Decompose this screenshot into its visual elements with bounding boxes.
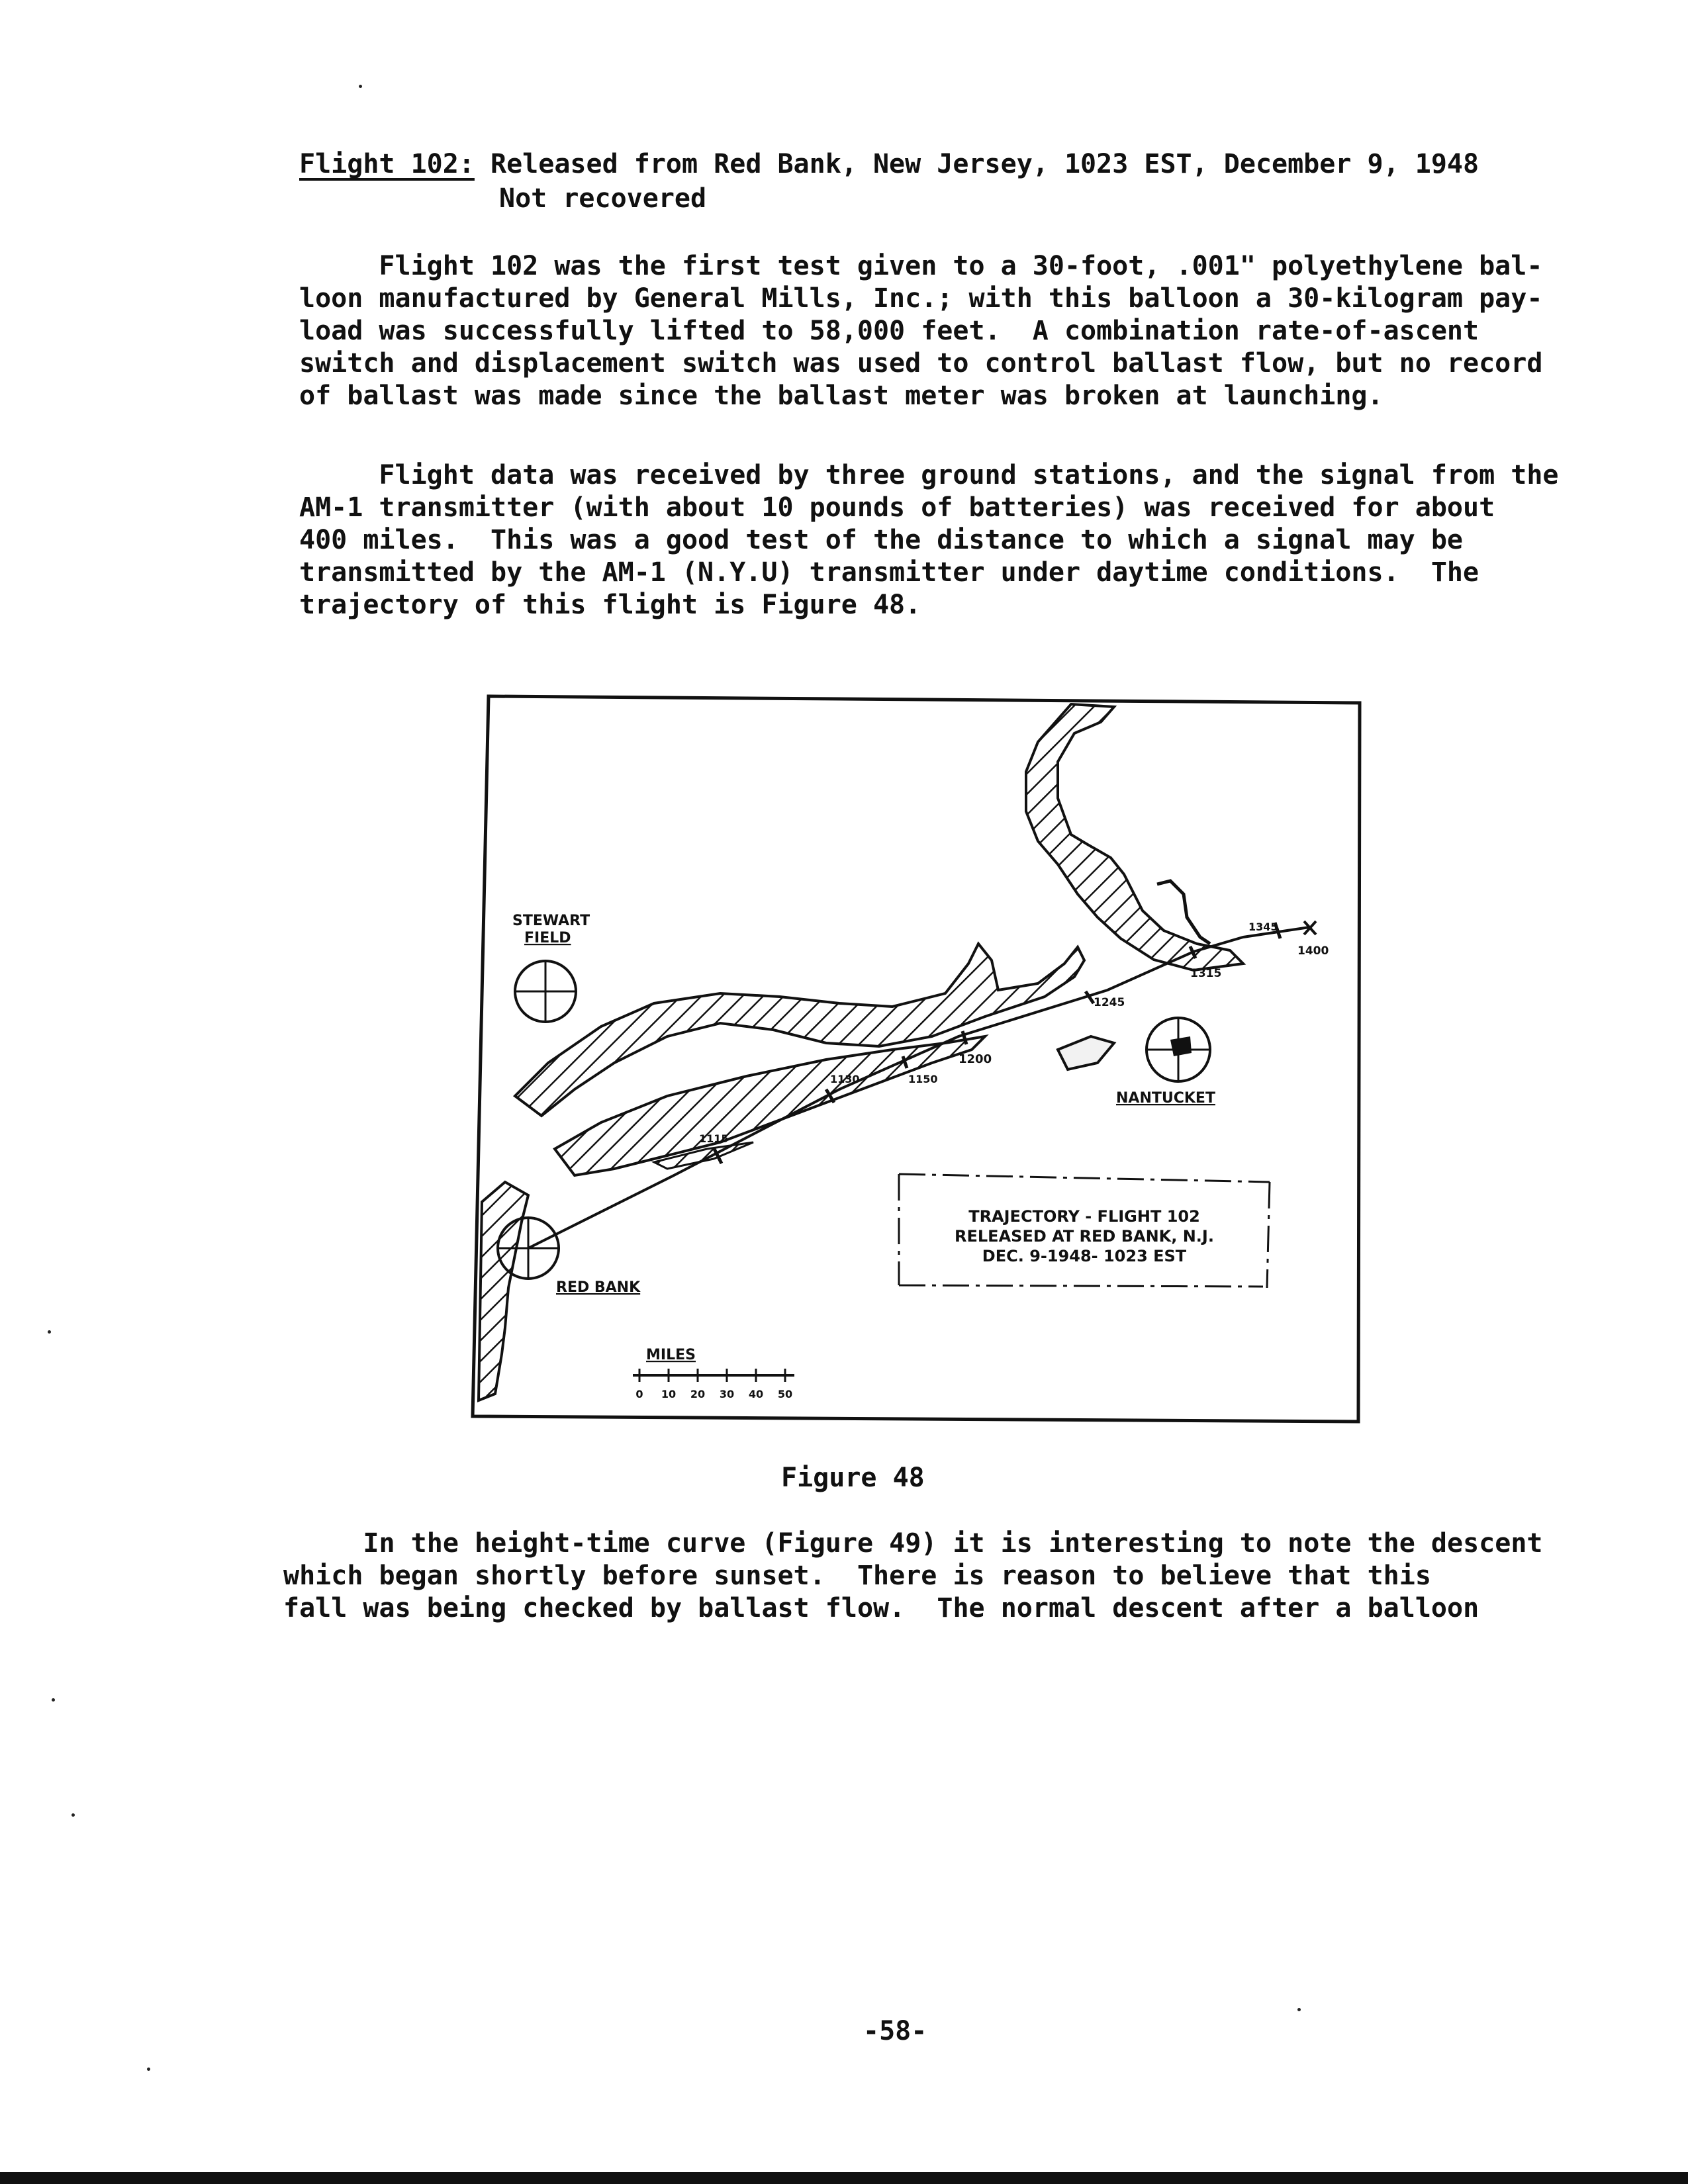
time-label: 1315 [1190,967,1222,980]
time-label: 1400 [1297,944,1329,958]
time-label: 1115 [699,1132,729,1145]
scan-speck [147,2068,150,2071]
paragraph-line: load was successfully lifted to 58,000 feet. A combination rate-of-ascent [299,316,1479,346]
figure-caption: Figure 48 [781,1463,925,1493]
new-england-coast [1026,704,1243,970]
time-label: 1150 [908,1073,938,1085]
heading-line-1: Released from Red Bank, New Jersey, 1023 EST, December 9, 1948 [491,149,1479,179]
miles-scale [633,1347,794,1400]
map-legend [899,1174,1270,1288]
marthas-vineyard [1058,1036,1114,1069]
page-number: -58- [863,2016,927,2046]
stewart-field-label-line1: STEWART [512,913,590,929]
red-bank-label: RED BANK [556,1279,641,1296]
paragraph-line: loon manufactured by General Mills, Inc.; with this balloon a 30-kilogram pay- [299,283,1543,314]
scan-speck [52,1698,55,1702]
paragraph-2 [299,459,1601,621]
trajectory-point [1297,921,1329,958]
paragraph-line: fall was being checked by ballast flow. The normal descent after a balloon [283,1593,1479,1623]
paragraph-3 [283,1527,1585,1625]
scale-title: MILES [646,1347,696,1363]
new-jersey-coast [479,1182,528,1400]
time-label: 1245 [1094,996,1125,1009]
nantucket-label: NANTUCKET [1116,1090,1215,1107]
scale-tick-label: 20 [690,1388,706,1400]
stewart-field-station-marker [515,961,576,1022]
paragraph-line: which began shortly before sunset. There is reason to believe that this [283,1561,1431,1591]
scale-tick-label: 40 [748,1388,764,1400]
scan-speck [48,1330,51,1334]
scale-tick-label: 10 [661,1388,677,1400]
paragraph-line: trajectory of this flight is Figure 48. [299,590,921,620]
paragraph-line: switch and displacement switch was used to control ballast flow, but no record [299,348,1543,379]
stewart-field-label-line2: FIELD [524,930,571,946]
legend-line-3: DEC. 9-1948- 1023 EST [982,1247,1187,1265]
time-label: 1345 [1248,921,1278,933]
paragraph-line: Flight 102 was the first test given to a 30-foot, .001" polyethylene bal- [299,251,1543,281]
scan-border-bottom [0,2172,1688,2184]
paragraph-line: transmitted by the AM-1 (N.Y.U) transmitter under daytime conditions. The [299,557,1479,588]
legend-line-2: RELEASED AT RED BANK, N.J. [955,1227,1214,1246]
time-label: 1200 [959,1052,992,1066]
paragraph-1 [299,250,1601,412]
trajectory-map-figure [469,692,1364,1427]
scale-tick-label: 0 [635,1388,643,1400]
nantucket-station-marker [1147,1018,1210,1081]
paragraph-line: of ballast was made since the ballast meter was broken at launching. [299,381,1383,411]
legend-line-1: TRAJECTORY - FLIGHT 102 [968,1207,1200,1226]
paragraph-line: Flight data was received by three ground stations, and the signal from the [299,460,1559,490]
trajectory-map [469,692,1364,1427]
scale-tick-label: 50 [777,1388,793,1400]
flight-label: Flight 102: [299,149,475,179]
time-label: 1130 [830,1073,860,1085]
scan-speck [1297,2008,1301,2011]
paragraph-line: In the height-time curve (Figure 49) it is interesting to note the descent [283,1528,1543,1559]
scan-speck [71,1813,75,1817]
scan-speck [359,85,362,88]
heading-line-2: Not recovered [499,183,707,214]
scale-tick-label: 30 [719,1388,735,1400]
paragraph-line: AM-1 transmitter (with about 10 pounds of batteries) was received for about [299,492,1495,523]
flight-heading [299,147,1479,216]
paragraph-line: 400 miles. This was a good test of the distance to which a signal may be [299,525,1463,555]
